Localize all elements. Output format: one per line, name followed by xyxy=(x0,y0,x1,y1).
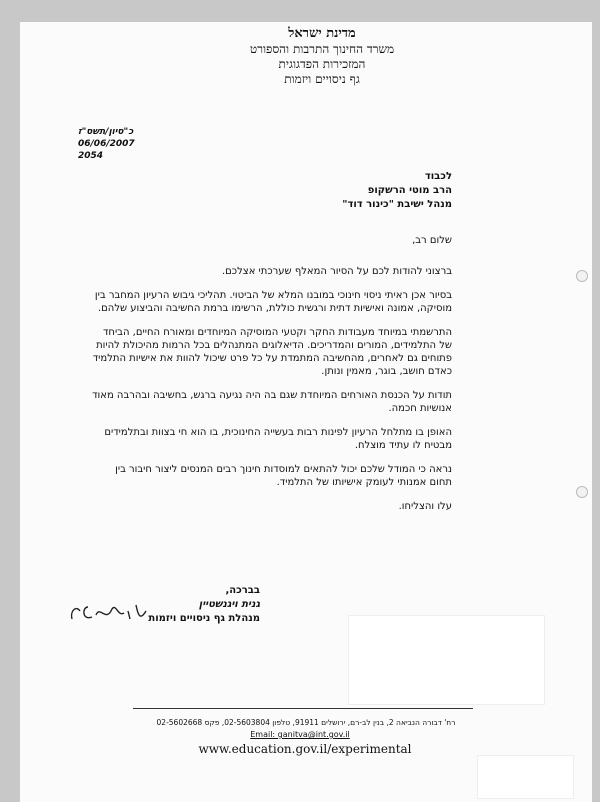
reference-number: 2054 xyxy=(78,151,104,161)
letterhead xyxy=(192,26,452,87)
paragraph-3: התרשמתי במיוחד מעבודות החקר וקטעי המוסיקה המיוחדים ומאורח החיים, הביחד של התלמידים, המורים והמדריכים. הדיאלוגים המתנהלים בכל הרמות מהיכולת להיות פתוחים גם לאחרים, מהחשיבה המתמדת על כל פרט שיכול להוות את אישיות התלמיד כאדם חושב, בוגר, מאמין ונותן. xyxy=(92,327,452,377)
footer-address: רח' דבורה הנביאה 2, בנין לב-רם, ירושלים 91911, טלפון 02-5603804, פקס 02-5602668 xyxy=(156,718,456,727)
paragraph-1: ברצוני להודות לכם על הסיור המאלף שערכתי אצלכם. xyxy=(221,266,452,277)
paragraph-2: בסיור אכן ראיתי ניסוי חינוכי במובנו המלא של הביטוי. תהליכי גיבוש הרעיון המחבר בין מוסיקה, אמונה ואישיות דתית ורגשית כוללת, הרשימו ברמת החשיבה והביצוע שלהם. xyxy=(94,290,452,314)
redacted-area xyxy=(348,615,545,705)
signer-role: מנהלת גף ניסויים ויזמות xyxy=(148,613,260,624)
blessing: בברכה, xyxy=(225,585,260,596)
recipient-to: לכבוד xyxy=(424,171,452,182)
punch-hole xyxy=(576,486,588,498)
letterhead-secretariat: המזכירות הפדגוגית xyxy=(278,57,366,71)
recipient-title: מנהל ישיבת "כינור דוד" xyxy=(342,199,452,210)
hebrew-date: כ"סיון/תשס"ז xyxy=(78,127,134,137)
closing: עלו והצליחו. xyxy=(398,501,452,512)
paragraph-5: האופן בו מתלחל הרעיון לפינות רבות בעשייה החינוכית, בו הוא חי בצוות ובתלמידים מבטיח לו עתיד מוצלח. xyxy=(104,427,452,451)
recipient-block xyxy=(152,170,452,212)
footer-divider xyxy=(133,708,473,709)
signer-name: גנית ויגנשטיין xyxy=(198,599,260,610)
letter-body xyxy=(90,234,452,524)
date-block xyxy=(78,126,135,162)
redacted-area xyxy=(477,755,574,799)
letterhead-ministry: משרד החינוך התרבות והספורט xyxy=(249,42,395,56)
footer-email[interactable]: Email: ganitva@int.gov.il xyxy=(250,730,350,739)
footer-website[interactable]: www.education.gov.il/experimental xyxy=(198,742,412,756)
punch-hole xyxy=(576,270,588,282)
paragraph-4: תודות על הכנסת האורחים המיוחדת שגם בה היה נגיעה ברגש, בחשיבה ובהרבה מאוד אנושיות חכמה. xyxy=(92,390,452,414)
recipient-name: הרב מוטי הרשקופ xyxy=(367,185,452,196)
letterhead-state: מדינת ישראל xyxy=(288,26,356,41)
greeting: שלום רב, xyxy=(412,235,452,246)
gregorian-date: 06/06/2007 xyxy=(78,139,135,149)
handwritten-signature xyxy=(66,597,216,627)
paragraph-6: נראה כי המודל שלכם יכול להתאים למוסדות חינוך רבים המנסים ליצור חיבור בין תחום אמנותי לעומק אישיותו של התלמיד. xyxy=(115,464,452,488)
letter-page xyxy=(20,22,592,802)
letterhead-division: גף ניסויים ויזמות xyxy=(284,72,360,86)
